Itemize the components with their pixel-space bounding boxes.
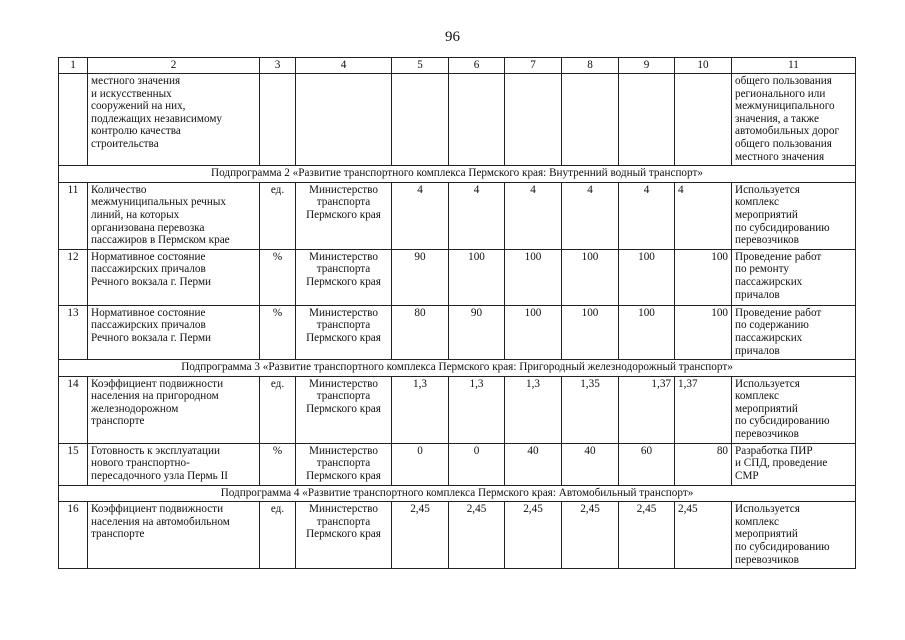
table-row [59,305,856,359]
header-cell: 9 [619,58,675,74]
value: 100 [675,249,732,305]
value: 100 [449,249,505,305]
table-row [59,502,856,569]
value: 100 [562,249,619,305]
value: 1,3 [449,376,505,443]
value: 4 [449,182,505,249]
row-number: 16 [59,502,88,569]
value: 2,45 [449,502,505,569]
value: 2,45 [675,502,732,569]
indicator-name: Количество межмуниципальных речных линий, на которых организована перевозка пассажиров в Пермском крае [88,182,260,249]
header-cell: 8 [562,58,619,74]
value: 40 [562,443,619,485]
value: 40 [505,443,562,485]
row-note: общего пользования регионального или межмуниципального значения, а также автомобильных дорог общего пользования местного значения [732,74,856,166]
table-row [59,249,856,305]
value: 2,45 [619,502,675,569]
unit: ед. [260,502,296,569]
row-note: Используется комплекс мероприятий по субсидированию перевозчиков [732,182,856,249]
indicators-table [58,57,856,569]
header-row [59,58,856,74]
row-note: Проведение работ по содержанию пассажирских причалов [732,305,856,359]
unit: % [260,443,296,485]
unit: ед. [260,182,296,249]
value: 90 [392,249,449,305]
row-number: 15 [59,443,88,485]
value: 1,37 [675,376,732,443]
header-cell: 1 [59,58,88,74]
value: 100 [619,249,675,305]
subprogram-title: Подпрограмма 2 «Развитие транспортного комплекса Пермского края: Внутренний водный транспорт» [59,166,856,183]
value: 90 [449,305,505,359]
row-number: 11 [59,182,88,249]
subprogram-heading [59,360,856,377]
subprogram-heading [59,166,856,183]
header-cell: 3 [260,58,296,74]
responsible-org: Министерство транспорта Пермского края [296,182,392,249]
table-row [59,182,856,249]
table-row [59,443,856,485]
value: 4 [505,182,562,249]
table-row [59,376,856,443]
responsible-org: Министерство транспорта Пермского края [296,376,392,443]
value: 1,37 [619,376,675,443]
header-cell: 11 [732,58,856,74]
row-note: Проведение работ по ремонту пассажирских причалов [732,249,856,305]
value: 80 [392,305,449,359]
indicator-name: Готовность к эксплуатации нового транспортно- пересадочного узла Пермь II [88,443,260,485]
responsible-org: Министерство транспорта Пермского края [296,443,392,485]
row-note: Разработка ПИР и СПД, проведение СМР [732,443,856,485]
subprogram-title: Подпрограмма 4 «Развитие транспортного комплекса Пермского края: Автомобильный транспорт» [59,485,856,502]
unit: % [260,249,296,305]
value: 0 [449,443,505,485]
unit: % [260,305,296,359]
subprogram-heading [59,485,856,502]
header-cell: 4 [296,58,392,74]
value: 1,3 [505,376,562,443]
page-number: 96 [445,29,460,45]
row-number: 13 [59,305,88,359]
responsible-org: Министерство транспорта Пермского края [296,249,392,305]
value: 100 [675,305,732,359]
value: 4 [675,182,732,249]
indicator-name: Коэффициент подвижности населения на автомобильном транспорте [88,502,260,569]
value: 2,45 [562,502,619,569]
value: 2,45 [392,502,449,569]
value: 2,45 [505,502,562,569]
row-number: 14 [59,376,88,443]
value: 100 [505,249,562,305]
indicator-name: Нормативное состояние пассажирских причалов Речного вокзала г. Перми [88,305,260,359]
header-cell: 10 [675,58,732,74]
responsible-org: Министерство транспорта Пермского края [296,502,392,569]
value: 1,35 [562,376,619,443]
header-cell: 5 [392,58,449,74]
indicator-name: местного значения и искусственных сооружений на них, подлежащих независимому контролю качества строительства [88,74,260,166]
value: 0 [392,443,449,485]
value: 4 [392,182,449,249]
value: 100 [562,305,619,359]
unit: ед. [260,376,296,443]
indicator-name: Нормативное состояние пассажирских причалов Речного вокзала г. Перми [88,249,260,305]
value: 1,3 [392,376,449,443]
value: 100 [505,305,562,359]
table-row [59,74,856,166]
header-cell: 2 [88,58,260,74]
header-cell: 6 [449,58,505,74]
header-cell: 7 [505,58,562,74]
value: 4 [562,182,619,249]
responsible-org: Министерство транспорта Пермского края [296,305,392,359]
subprogram-title: Подпрограмма 3 «Развитие транспортного комплекса Пермского края: Пригородный железнодорожный транспорт» [59,360,856,377]
value: 60 [619,443,675,485]
value: 80 [675,443,732,485]
row-note: Используется комплекс мероприятий по субсидированию перевозчиков [732,376,856,443]
row-note: Используется комплекс мероприятий по субсидированию перевозчиков [732,502,856,569]
value: 4 [619,182,675,249]
row-number: 12 [59,249,88,305]
indicator-name: Коэффициент подвижности населения на пригородном железнодорожном транспорте [88,376,260,443]
value: 100 [619,305,675,359]
